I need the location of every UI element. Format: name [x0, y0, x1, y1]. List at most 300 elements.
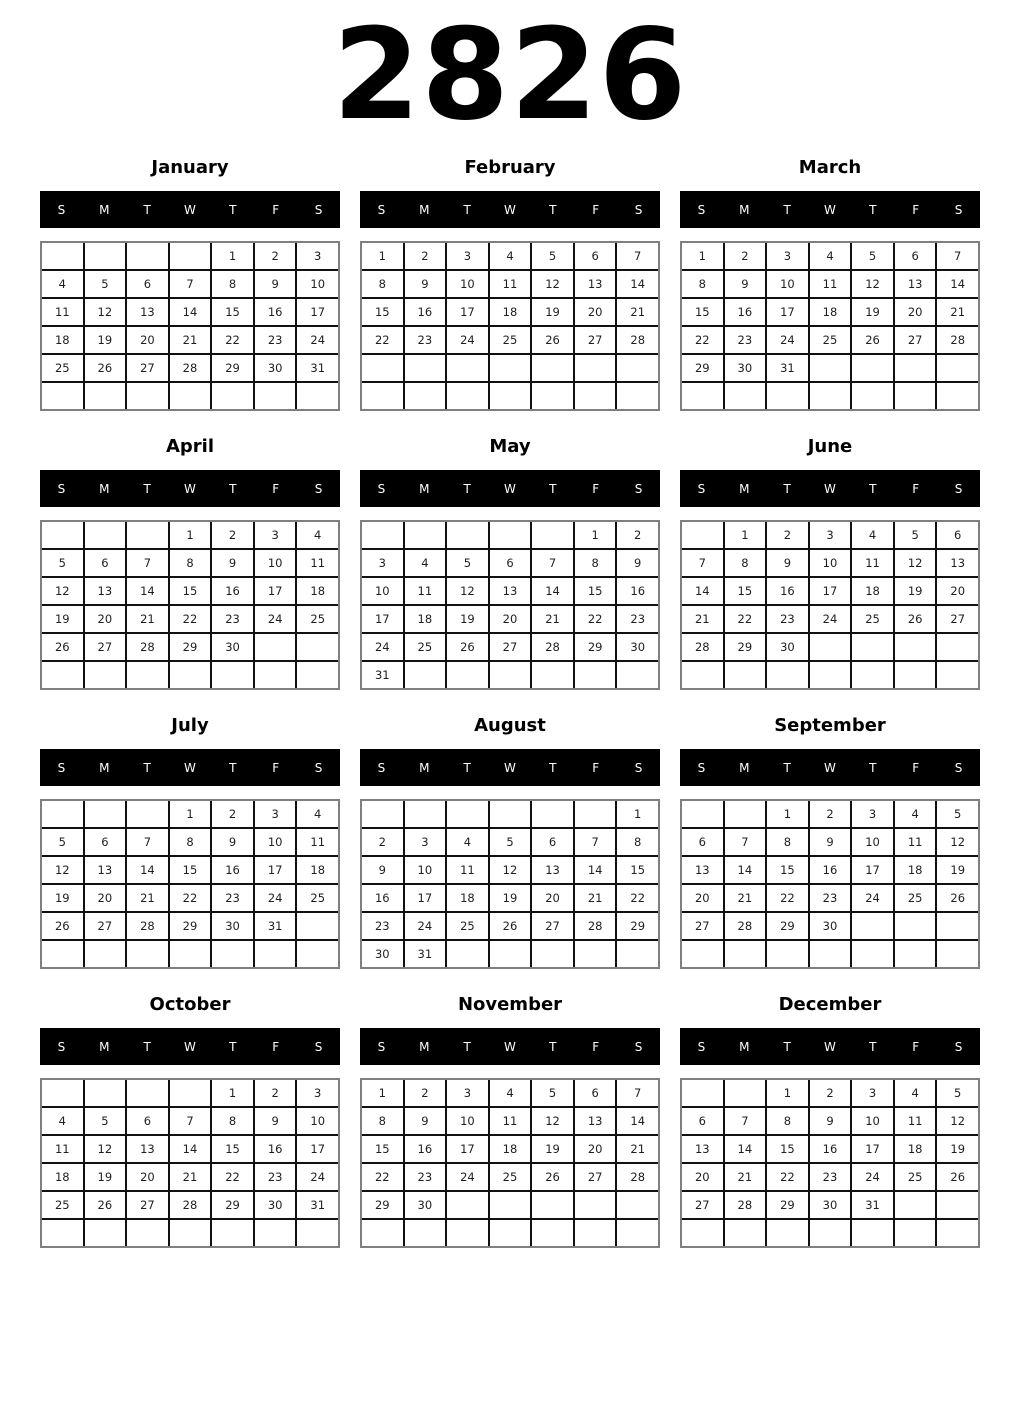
date-cell: 6 — [532, 829, 573, 855]
date-cell: 4 — [297, 522, 338, 548]
empty-date-cell — [405, 1220, 446, 1246]
date-cell: 8 — [767, 1108, 808, 1134]
date-cell: 23 — [255, 1164, 296, 1190]
weekday-label: F — [592, 1039, 600, 1054]
date-cell: 22 — [212, 1164, 253, 1190]
date-cell: 24 — [297, 327, 338, 353]
date-cell: 11 — [297, 829, 338, 855]
weekday-label: T — [549, 202, 557, 217]
date-cell: 28 — [170, 1192, 211, 1218]
empty-date-cell — [85, 522, 126, 548]
date-cell: 5 — [42, 550, 83, 576]
month-june — [680, 422, 980, 701]
empty-date-cell — [447, 1192, 488, 1218]
date-cell: 3 — [852, 1080, 893, 1106]
weekday-label: S — [634, 760, 643, 775]
date-cell: 22 — [767, 1164, 808, 1190]
weekday-label: T — [783, 202, 791, 217]
empty-date-cell — [127, 662, 168, 688]
weekday-label: S — [57, 760, 66, 775]
date-cell: 23 — [725, 327, 766, 353]
weekday-label: F — [592, 202, 600, 217]
date-cell: 11 — [895, 829, 936, 855]
weekday-label: W — [184, 760, 196, 775]
weekday-label: S — [954, 760, 963, 775]
date-cell: 13 — [127, 299, 168, 325]
month-october — [40, 980, 340, 1259]
empty-date-cell — [895, 634, 936, 660]
date-cell: 10 — [447, 1108, 488, 1134]
date-cell: 22 — [170, 885, 211, 911]
empty-date-cell — [127, 1080, 168, 1106]
date-cell: 2 — [810, 1080, 851, 1106]
date-cell: 18 — [895, 1136, 936, 1162]
weekday-label: W — [504, 202, 516, 217]
date-cell: 30 — [405, 1192, 446, 1218]
date-cell: 10 — [362, 578, 403, 604]
date-cell: 5 — [852, 243, 893, 269]
empty-date-cell — [575, 662, 616, 688]
date-cell: 9 — [810, 1108, 851, 1134]
date-cell: 24 — [810, 606, 851, 632]
date-cell: 2 — [405, 1080, 446, 1106]
date-cell: 26 — [447, 634, 488, 660]
weekday-label: W — [824, 760, 836, 775]
date-cell: 13 — [682, 857, 723, 883]
date-cell: 25 — [297, 885, 338, 911]
date-cell: 5 — [85, 271, 126, 297]
empty-date-cell — [725, 801, 766, 827]
empty-date-cell — [575, 383, 616, 409]
weekday-label: S — [697, 481, 706, 496]
date-cell: 13 — [85, 857, 126, 883]
date-cell: 28 — [170, 355, 211, 381]
weekday-label: S — [314, 481, 323, 496]
date-cell: 15 — [617, 857, 658, 883]
month-december — [680, 980, 980, 1259]
date-cell: 1 — [362, 243, 403, 269]
date-cell: 27 — [575, 1164, 616, 1190]
date-cell: 27 — [85, 913, 126, 939]
date-cell: 4 — [490, 243, 531, 269]
empty-date-cell — [42, 243, 83, 269]
weekday-label: W — [824, 481, 836, 496]
weekday-label: F — [592, 481, 600, 496]
month-november — [360, 980, 660, 1259]
weekday-label: S — [697, 760, 706, 775]
empty-date-cell — [810, 662, 851, 688]
date-cell: 15 — [212, 1136, 253, 1162]
empty-date-cell — [767, 1220, 808, 1246]
date-cell: 1 — [212, 243, 253, 269]
date-cell: 29 — [767, 913, 808, 939]
date-grid — [680, 520, 980, 690]
date-cell: 31 — [297, 355, 338, 381]
date-cell: 25 — [42, 1192, 83, 1218]
date-cell: 2 — [255, 243, 296, 269]
month-may — [360, 422, 660, 701]
empty-date-cell — [852, 383, 893, 409]
date-cell: 7 — [617, 243, 658, 269]
empty-date-cell — [682, 662, 723, 688]
date-cell: 23 — [212, 885, 253, 911]
date-cell: 30 — [255, 355, 296, 381]
empty-date-cell — [725, 383, 766, 409]
date-cell: 26 — [85, 355, 126, 381]
date-cell: 16 — [212, 857, 253, 883]
date-cell: 17 — [447, 299, 488, 325]
weekday-label: F — [912, 202, 920, 217]
empty-date-cell — [937, 355, 978, 381]
date-cell: 19 — [532, 1136, 573, 1162]
date-cell: 7 — [937, 243, 978, 269]
date-cell: 4 — [895, 801, 936, 827]
date-cell: 19 — [85, 327, 126, 353]
date-cell: 19 — [85, 1164, 126, 1190]
date-cell: 12 — [447, 578, 488, 604]
date-cell: 23 — [362, 913, 403, 939]
empty-date-cell — [617, 355, 658, 381]
date-cell: 3 — [447, 1080, 488, 1106]
empty-date-cell — [297, 941, 338, 967]
date-cell: 21 — [170, 1164, 211, 1190]
date-cell: 16 — [810, 857, 851, 883]
date-cell: 17 — [405, 885, 446, 911]
date-cell: 3 — [852, 801, 893, 827]
weekday-label: S — [377, 481, 386, 496]
empty-date-cell — [127, 941, 168, 967]
date-cell: 2 — [767, 522, 808, 548]
date-cell: 20 — [575, 1136, 616, 1162]
date-cell: 26 — [852, 327, 893, 353]
empty-date-cell — [447, 355, 488, 381]
date-cell: 29 — [682, 355, 723, 381]
date-cell: 3 — [810, 522, 851, 548]
weekday-label: T — [229, 1039, 237, 1054]
empty-date-cell — [725, 662, 766, 688]
date-cell: 3 — [297, 243, 338, 269]
date-cell: 15 — [767, 1136, 808, 1162]
date-cell: 19 — [937, 857, 978, 883]
weekday-label: F — [272, 481, 280, 496]
date-cell: 13 — [682, 1136, 723, 1162]
date-cell: 20 — [937, 578, 978, 604]
date-cell: 13 — [937, 550, 978, 576]
date-cell: 5 — [490, 829, 531, 855]
date-cell: 26 — [532, 327, 573, 353]
date-cell: 8 — [170, 829, 211, 855]
empty-date-cell — [682, 522, 723, 548]
empty-date-cell — [255, 662, 296, 688]
date-cell: 17 — [255, 857, 296, 883]
date-cell: 31 — [255, 913, 296, 939]
date-cell: 27 — [85, 634, 126, 660]
date-cell: 30 — [767, 634, 808, 660]
empty-date-cell — [937, 913, 978, 939]
empty-date-cell — [85, 1220, 126, 1246]
date-cell: 25 — [42, 355, 83, 381]
weekday-label: T — [463, 202, 471, 217]
weekday-label: M — [419, 202, 430, 217]
date-cell: 8 — [362, 1108, 403, 1134]
empty-date-cell — [405, 522, 446, 548]
date-cell: 11 — [810, 271, 851, 297]
empty-date-cell — [447, 1220, 488, 1246]
date-cell: 3 — [767, 243, 808, 269]
date-cell: 29 — [617, 913, 658, 939]
weekday-label: F — [912, 760, 920, 775]
date-cell: 23 — [405, 1164, 446, 1190]
month-title: March — [798, 156, 862, 178]
empty-date-cell — [895, 1220, 936, 1246]
date-cell: 17 — [362, 606, 403, 632]
weekday-header-row — [40, 749, 340, 786]
date-cell: 28 — [725, 913, 766, 939]
date-cell: 4 — [447, 829, 488, 855]
date-cell: 14 — [725, 1136, 766, 1162]
empty-date-cell — [810, 383, 851, 409]
weekday-label: S — [697, 202, 706, 217]
weekday-header-row — [360, 470, 660, 507]
empty-date-cell — [362, 355, 403, 381]
date-cell: 15 — [212, 299, 253, 325]
date-grid — [680, 799, 980, 969]
date-cell: 9 — [767, 550, 808, 576]
weekday-label: T — [869, 760, 877, 775]
empty-date-cell — [490, 662, 531, 688]
date-cell: 26 — [532, 1164, 573, 1190]
year-title: 2826 — [332, 1, 688, 148]
empty-date-cell — [42, 1080, 83, 1106]
date-cell: 17 — [852, 857, 893, 883]
date-cell: 18 — [895, 857, 936, 883]
date-cell: 15 — [767, 857, 808, 883]
date-cell: 25 — [490, 327, 531, 353]
weekday-label: M — [99, 481, 110, 496]
date-cell: 18 — [405, 606, 446, 632]
date-cell: 13 — [490, 578, 531, 604]
empty-date-cell — [895, 941, 936, 967]
empty-date-cell — [852, 1220, 893, 1246]
date-cell: 8 — [767, 829, 808, 855]
date-cell: 17 — [810, 578, 851, 604]
date-cell: 25 — [297, 606, 338, 632]
date-cell: 24 — [852, 1164, 893, 1190]
date-cell: 6 — [937, 522, 978, 548]
date-cell: 14 — [170, 1136, 211, 1162]
weekday-label: S — [697, 1039, 706, 1054]
empty-date-cell — [447, 522, 488, 548]
date-cell: 28 — [725, 1192, 766, 1218]
date-cell: 25 — [852, 606, 893, 632]
empty-date-cell — [937, 941, 978, 967]
date-cell: 12 — [532, 1108, 573, 1134]
date-cell: 16 — [767, 578, 808, 604]
empty-date-cell — [937, 662, 978, 688]
date-cell: 11 — [895, 1108, 936, 1134]
date-cell: 24 — [405, 913, 446, 939]
empty-date-cell — [255, 634, 296, 660]
weekday-label: S — [954, 202, 963, 217]
date-cell: 22 — [682, 327, 723, 353]
date-cell: 29 — [767, 1192, 808, 1218]
date-grid — [360, 520, 660, 690]
date-cell: 19 — [42, 606, 83, 632]
date-cell: 22 — [767, 885, 808, 911]
date-cell: 14 — [617, 271, 658, 297]
empty-date-cell — [297, 1220, 338, 1246]
empty-date-cell — [490, 355, 531, 381]
empty-date-cell — [937, 383, 978, 409]
empty-date-cell — [212, 662, 253, 688]
date-cell: 10 — [255, 829, 296, 855]
empty-date-cell — [127, 243, 168, 269]
date-cell: 24 — [362, 634, 403, 660]
date-cell: 8 — [682, 271, 723, 297]
empty-date-cell — [490, 522, 531, 548]
date-cell: 13 — [895, 271, 936, 297]
weekday-label: M — [419, 1039, 430, 1054]
date-cell: 21 — [617, 299, 658, 325]
date-cell: 9 — [362, 857, 403, 883]
date-cell: 15 — [170, 857, 211, 883]
date-cell: 9 — [212, 550, 253, 576]
date-cell: 27 — [575, 327, 616, 353]
weekday-header-row — [360, 191, 660, 228]
date-cell: 7 — [725, 829, 766, 855]
date-cell: 18 — [42, 1164, 83, 1190]
date-cell: 16 — [212, 578, 253, 604]
weekday-label: F — [272, 1039, 280, 1054]
date-cell: 25 — [490, 1164, 531, 1190]
weekday-label: T — [463, 481, 471, 496]
weekday-header-row — [680, 749, 980, 786]
weekday-label: T — [783, 481, 791, 496]
empty-date-cell — [85, 243, 126, 269]
empty-date-cell — [937, 1220, 978, 1246]
empty-date-cell — [405, 383, 446, 409]
date-cell: 19 — [937, 1136, 978, 1162]
empty-date-cell — [85, 662, 126, 688]
date-cell: 16 — [405, 1136, 446, 1162]
empty-date-cell — [447, 801, 488, 827]
date-cell: 26 — [490, 913, 531, 939]
month-title: June — [807, 435, 853, 457]
empty-date-cell — [895, 913, 936, 939]
date-cell: 28 — [127, 913, 168, 939]
date-cell: 12 — [85, 1136, 126, 1162]
date-cell: 16 — [810, 1136, 851, 1162]
date-cell: 20 — [127, 327, 168, 353]
date-cell: 5 — [532, 243, 573, 269]
empty-date-cell — [617, 383, 658, 409]
date-cell: 30 — [810, 913, 851, 939]
weekday-label: T — [143, 202, 151, 217]
date-cell: 8 — [362, 271, 403, 297]
date-cell: 29 — [362, 1192, 403, 1218]
date-cell: 19 — [532, 299, 573, 325]
month-july — [40, 701, 340, 980]
empty-date-cell — [212, 383, 253, 409]
date-cell: 29 — [170, 913, 211, 939]
date-cell: 26 — [85, 1192, 126, 1218]
date-cell: 7 — [127, 829, 168, 855]
date-cell: 31 — [767, 355, 808, 381]
date-cell: 14 — [725, 857, 766, 883]
empty-date-cell — [682, 801, 723, 827]
date-cell: 21 — [127, 885, 168, 911]
date-cell: 15 — [575, 578, 616, 604]
empty-date-cell — [810, 355, 851, 381]
month-title: April — [165, 435, 215, 457]
empty-date-cell — [255, 941, 296, 967]
date-cell: 18 — [810, 299, 851, 325]
date-cell: 15 — [725, 578, 766, 604]
date-cell: 8 — [170, 550, 211, 576]
date-cell: 20 — [127, 1164, 168, 1190]
date-cell: 31 — [852, 1192, 893, 1218]
empty-date-cell — [895, 662, 936, 688]
empty-date-cell — [447, 941, 488, 967]
month-title: August — [474, 714, 546, 736]
date-cell: 3 — [255, 522, 296, 548]
weekday-label: S — [377, 1039, 386, 1054]
date-cell: 23 — [767, 606, 808, 632]
empty-date-cell — [297, 913, 338, 939]
empty-date-cell — [532, 383, 573, 409]
date-cell: 17 — [447, 1136, 488, 1162]
weekday-label: M — [739, 760, 750, 775]
date-cell: 29 — [170, 634, 211, 660]
empty-date-cell — [405, 801, 446, 827]
empty-date-cell — [532, 522, 573, 548]
weekday-header-row — [40, 470, 340, 507]
date-cell: 21 — [937, 299, 978, 325]
date-cell: 2 — [212, 801, 253, 827]
date-cell: 10 — [810, 550, 851, 576]
month-title: May — [489, 435, 531, 457]
empty-date-cell — [617, 1192, 658, 1218]
date-cell: 4 — [852, 522, 893, 548]
date-cell: 22 — [362, 327, 403, 353]
month-march — [680, 143, 980, 422]
date-cell: 14 — [575, 857, 616, 883]
date-grid — [680, 1078, 980, 1248]
empty-date-cell — [170, 243, 211, 269]
weekday-header-row — [680, 191, 980, 228]
date-cell: 12 — [895, 550, 936, 576]
date-cell: 26 — [895, 606, 936, 632]
empty-date-cell — [532, 1220, 573, 1246]
weekday-label: T — [463, 760, 471, 775]
date-cell: 28 — [682, 634, 723, 660]
empty-date-cell — [490, 383, 531, 409]
date-cell: 19 — [42, 885, 83, 911]
date-cell: 2 — [362, 829, 403, 855]
date-cell: 12 — [42, 857, 83, 883]
empty-date-cell — [852, 634, 893, 660]
date-cell: 22 — [617, 885, 658, 911]
date-cell: 3 — [362, 550, 403, 576]
empty-date-cell — [405, 355, 446, 381]
empty-date-cell — [447, 662, 488, 688]
date-cell: 9 — [617, 550, 658, 576]
date-cell: 30 — [212, 634, 253, 660]
date-grid — [40, 520, 340, 690]
weekday-label: W — [824, 202, 836, 217]
empty-date-cell — [85, 941, 126, 967]
date-cell: 3 — [447, 243, 488, 269]
